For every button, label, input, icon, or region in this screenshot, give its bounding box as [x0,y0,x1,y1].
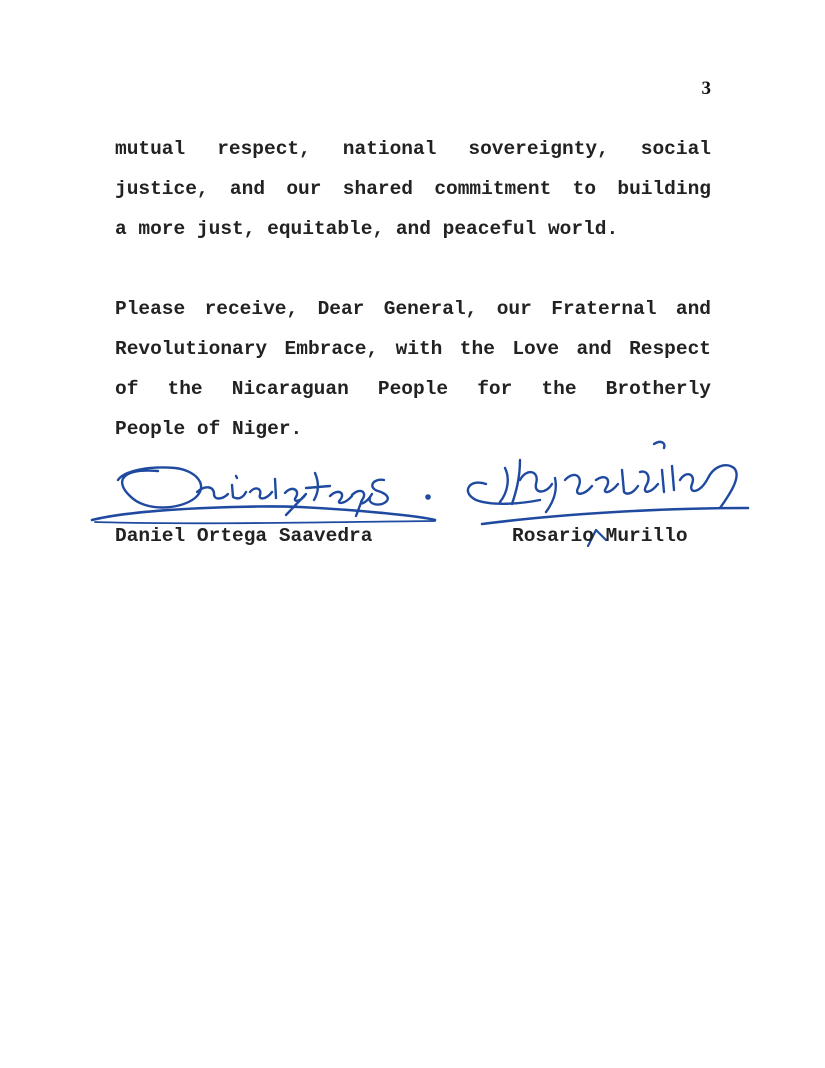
signatory-name-left: Daniel Ortega Saavedra [115,525,373,547]
text-line: mutual respect, national sovereignty, social [115,138,711,160]
text-line: People of Niger. [115,418,303,440]
closing-paragraph [115,129,711,249]
text-line: of the Nicaraguan People for the Brotherly [115,378,711,400]
signatory-name-right: Rosario Murillo [512,525,688,547]
text-line: a more just, equitable, and peaceful world. [115,218,619,240]
greeting-paragraph [115,289,711,449]
text-line: Revolutionary Embrace, with the Love and Respect [115,338,711,360]
text-line: justice, and our shared commitment to building [115,178,711,200]
page-number: 3 [701,78,711,99]
text-line: Please receive, Dear General, our Fraternal and [115,298,711,320]
signature-daniel-ortega [92,468,435,524]
